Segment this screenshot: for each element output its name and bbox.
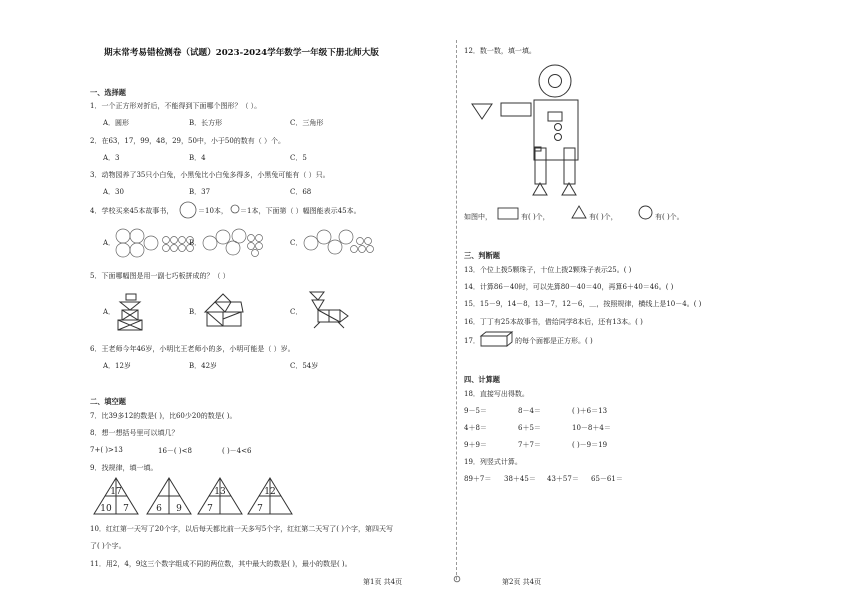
q8-item-3: ( )－4<6 — [222, 447, 252, 455]
binding-hole-icon — [453, 575, 461, 583]
robot-figure — [468, 64, 588, 200]
tangram-a-figure — [116, 292, 144, 334]
section-fill: 二、填空题 — [90, 397, 126, 406]
q12-fill-rect: 有( )个， — [521, 213, 550, 221]
question-10-line1: 10．红红第一天写了20个字，以后每天都比前一天多写5个字，红红第二天写了( )个字，第四天写 — [90, 525, 393, 533]
small-circle-icon — [230, 204, 240, 214]
q12-fill-triangle: 有( )个， — [589, 213, 618, 221]
question-4-part3: ＝1本，下面第（ ）幅图能表示45本。 — [240, 207, 361, 215]
q6-option-c: C．54岁 — [290, 362, 319, 370]
page-divider — [456, 40, 457, 580]
q2-option-a: A．3 — [103, 154, 120, 162]
t3-left: 7 — [207, 504, 213, 514]
pattern-triangle-1 — [92, 476, 140, 516]
question-3: 3．动物园养了35只小白兔，小黑兔比小白兔多得多，小黑兔可能有（ ）只。 — [90, 171, 330, 179]
q12-fill-prefix: 如图中， — [464, 213, 492, 221]
pattern-triangle-4 — [246, 476, 294, 516]
question-19: 19．列竖式计算。 — [464, 458, 522, 466]
q8-item-2: 16－( )<8 — [158, 447, 192, 455]
question-5: 5．下面哪幅图是用一副七巧板拼成的？（ ） — [90, 272, 230, 280]
t2-left: 6 — [156, 504, 162, 514]
page-number-left: 第1页 共4页 — [363, 578, 403, 586]
q2-option-c: C．5 — [290, 154, 307, 162]
question-9: 9．找规律，填一填。 — [90, 464, 158, 472]
page-title: 期末常考易错检测卷（试题）2023-2024学年数学一年级下册北师大版 — [104, 48, 379, 58]
t1-top: 17 — [110, 487, 122, 497]
question-15: 15．15－9，14－8，13－7，12－6，＿，按照规律，横线上是10－4。( ) — [464, 300, 702, 308]
question-14: 14．计算86－40时，可以先算80－40＝40，再算6＋40＝46。( ) — [464, 283, 674, 291]
q1-option-b: B．长方形 — [189, 119, 223, 127]
q18-r2-c3: 10－8＋4＝ — [572, 424, 611, 432]
q19-item-2: 38＋45＝ — [504, 475, 536, 483]
q2-option-b: B．4 — [189, 154, 206, 162]
tangram-c-figure — [304, 290, 350, 330]
q4-option-c-circles — [302, 228, 382, 258]
question-4-part1: 4．学校买来45本故事书， — [90, 207, 174, 215]
t4-top: 12 — [264, 487, 276, 497]
q4-option-c: C． — [290, 239, 303, 247]
q4-option-a: A． — [103, 239, 116, 247]
question-6: 6．王老师今年46岁，小明比王老师小的多，小明可能是（ ）岁。 — [90, 345, 295, 353]
pattern-triangle-2 — [145, 476, 193, 516]
question-2: 2．在63，17，99，48，29，50中，小于50的数有（ ）个。 — [90, 137, 286, 145]
question-4-part2: ＝10本， — [198, 207, 228, 215]
q1-option-c: C．三角形 — [290, 119, 324, 127]
q3-option-b: B．37 — [189, 188, 211, 196]
q6-option-b: B．42岁 — [189, 362, 218, 370]
section-calc: 四、计算题 — [464, 375, 500, 384]
question-17: 的每个面都是正方形。( ) — [515, 337, 593, 345]
q18-r1-c1: 9－5＝ — [464, 407, 487, 415]
q4-option-b: B． — [189, 239, 202, 247]
section-judge: 三、判断题 — [464, 251, 500, 260]
q1-option-a: A．圆形 — [103, 119, 130, 127]
question-8: 8．想一想括号里可以填几？ — [90, 429, 179, 437]
page-number-right: 第2页 共4页 — [502, 578, 542, 586]
q5-option-c: C． — [290, 308, 303, 316]
question-18: 18．直接写出得数。 — [464, 390, 529, 398]
question-7: 7．比39多12的数是( )，比60少20的数是( )。 — [90, 412, 237, 420]
question-13: 13．个位上拨5颗珠子，十位上拨2颗珠子表示25。( ) — [464, 266, 632, 274]
big-circle-icon — [179, 201, 197, 219]
t3-top: 13 — [214, 487, 226, 497]
q3-option-c: C．68 — [290, 188, 312, 196]
q19-item-1: 89＋7＝ — [464, 475, 492, 483]
q12-fill-circle: 有( )个。 — [655, 213, 684, 221]
q19-item-3: 43＋57＝ — [547, 475, 579, 483]
t1-right: 7 — [123, 504, 129, 514]
q5-option-a: A． — [103, 308, 116, 316]
q8-item-1: 7+( )>13 — [90, 446, 123, 454]
q18-r3-c1: 9＋9＝ — [464, 441, 487, 449]
q18-r3-c3: ( )－9＝19 — [572, 441, 608, 449]
question-10-line2: 了( )个字。 — [90, 542, 126, 550]
pattern-triangle-3 — [196, 476, 244, 516]
q6-option-a: A．12岁 — [103, 362, 131, 370]
t2-right: 9 — [176, 504, 182, 514]
question-17-number: 17． — [464, 337, 480, 345]
q5-option-b: B． — [189, 308, 202, 316]
question-11: 11．用2，4，9这三个数字组成不同的两位数，其中最大的数是( )，最小的数是( )。 — [90, 560, 352, 568]
q3-option-a: A．30 — [103, 188, 124, 196]
section-choice: 一、选择题 — [90, 88, 126, 97]
q18-r1-c2: 8－4＝ — [518, 407, 541, 415]
triangle-icon — [571, 205, 587, 219]
q19-item-4: 65－61＝ — [591, 475, 623, 483]
rectangle-icon — [497, 207, 519, 220]
q4-option-b-circles — [201, 228, 271, 258]
t4-left: 7 — [257, 504, 263, 514]
q18-r3-c2: 7＋7＝ — [518, 441, 541, 449]
q18-r2-c1: 4＋8＝ — [464, 424, 487, 432]
question-1: 1．一个正方形对折后，不能得到下面哪个图形？（ ）。 — [90, 102, 262, 110]
question-12: 12．数一数，填一填。 — [464, 47, 536, 55]
q18-r1-c3: ( )＋6＝13 — [572, 407, 608, 415]
circle-icon — [638, 205, 653, 220]
q18-r2-c2: 6＋5＝ — [518, 424, 541, 432]
tangram-b-figure — [203, 292, 245, 330]
question-16: 16．丁丁有25本故事书，借给同学8本后，还有13本。( ) — [464, 318, 643, 326]
cuboid-figure — [480, 331, 514, 347]
t1-left: 10 — [100, 504, 112, 514]
